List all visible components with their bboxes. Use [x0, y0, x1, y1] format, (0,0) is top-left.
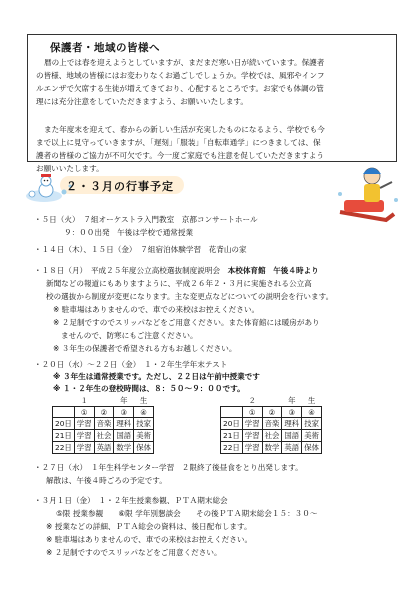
- table-cell: [221, 407, 243, 418]
- table-cell: 20日: [53, 418, 75, 430]
- table-cell: 学習: [74, 442, 94, 454]
- table-cell: 国語: [282, 430, 302, 442]
- table-header-cell: 年: [120, 396, 128, 405]
- table-cell: 英語: [94, 442, 114, 454]
- table-cell: ④: [134, 407, 154, 418]
- event-note: ※ 駐車場はありませんので、車での来校はお控えください。: [53, 305, 260, 314]
- table-cell: 学習: [242, 442, 262, 454]
- table-row: [53, 442, 154, 454]
- notice-title: 保護者・地域の皆様へ: [50, 42, 160, 54]
- table-cell: 21日: [53, 430, 75, 442]
- event-note: ※ 授業などの詳細、ＰＴＡ総会の資料は、後日配布します。: [46, 522, 252, 531]
- table-cell: [53, 407, 75, 418]
- text-line: 暦の上では春を迎えようとしていますが、まだまだ寒い日が続いています。保護者: [44, 58, 325, 67]
- text-line: お願いいたします。: [36, 164, 104, 173]
- event-note: ※ ２足制ですのでスリッパなどをご用意ください。また体育館には暖房があり: [53, 318, 320, 327]
- event-line: 校の選抜から制度が変更になります。主な変更点などについての説明会を行います。: [46, 292, 334, 301]
- table-row: [221, 442, 322, 454]
- table-cell: ④: [302, 407, 322, 418]
- table-cell: 20日: [221, 418, 243, 430]
- event-bold-text: 本校体育館 午後４時より: [227, 266, 319, 275]
- event-line: ・５日（火） ７組オーケストラ入門教室 京都コンサートホール: [34, 215, 258, 224]
- notice-paragraph-1: [36, 56, 390, 108]
- table-header-cell: 生: [139, 396, 148, 405]
- table-cell: ①: [74, 407, 94, 418]
- table-cell: 技家: [134, 418, 154, 430]
- table-row: [221, 430, 322, 442]
- event-line: ⑤限 授業参観 ⑥限 学年別懇談会 その後ＰＴＡ期末総会１５：３０～: [56, 509, 318, 518]
- event-note: ませんので、防寒にもご注意ください。: [61, 331, 198, 340]
- table-cell: 美術: [302, 430, 322, 442]
- event-line: 解散は、午後４時ごろの予定です。: [46, 476, 167, 485]
- table-cell: 英語: [282, 442, 302, 454]
- event-note: ※ ３年生の保護者で希望される方もお越しください。: [53, 344, 237, 353]
- table-cell: ①: [242, 407, 262, 418]
- text-line: 護者の皆様のご協力が不可欠です。今一度ご家庭でも注意を促していただきますよう: [36, 151, 324, 160]
- section-title: ２・３月の行事予定: [66, 180, 174, 193]
- table-cell: 22日: [53, 442, 75, 454]
- table-header-cell: [53, 395, 75, 407]
- table-header-cell: [262, 395, 282, 407]
- table-header-cell: １: [80, 396, 88, 405]
- table-cell: 音楽: [262, 418, 282, 430]
- text-line: の皆様、地域の皆様にはお変わりなくお過ごしでしょうか。学校では、風邪やインフ: [36, 71, 325, 80]
- table-cell: 保体: [134, 442, 154, 454]
- table-cell: 社会: [262, 430, 282, 442]
- timetable-grade-2: [220, 395, 322, 454]
- table-cell: 社会: [94, 430, 114, 442]
- table-cell: 音楽: [94, 418, 114, 430]
- table-cell: 学習: [74, 418, 94, 430]
- table-cell: 数学: [262, 442, 282, 454]
- table-header-cell: [221, 395, 243, 407]
- table-cell: ③: [282, 407, 302, 418]
- table-cell: 22日: [221, 442, 243, 454]
- event-line: ・３月１日（金） １・２年生授業参観、ＰＴＡ期末総会: [34, 496, 228, 505]
- table-header-cell: [94, 395, 114, 407]
- table-cell: 美術: [134, 430, 154, 442]
- table-row: [53, 418, 154, 430]
- table-cell: 保体: [302, 442, 322, 454]
- child-sled-icon: [334, 164, 404, 226]
- table-cell: ②: [94, 407, 114, 418]
- text-line: 理には充分注意をしていただきますよう、お願いいたします。: [36, 97, 249, 106]
- table-cell: 理科: [282, 418, 302, 430]
- text-line: まで以上に見守っていきますが、「遅刻」「服装」「自転車通学」につきましては、保: [36, 138, 321, 147]
- event-text: ・１８日（月） 平成２５年度公立高校選抜制度説明会: [34, 266, 228, 275]
- event-line: ９：００出発 午後は学校で通常授業: [64, 228, 194, 237]
- event-line: 新聞などの報道にもありますように、平成２６年２・３月に実施される公立高: [46, 279, 312, 288]
- table-header-cell: 生: [307, 396, 316, 405]
- table-cell: ③: [114, 407, 134, 418]
- timetable-grade-1: [52, 395, 154, 454]
- text-line: ルエンザで欠席する生徒が増えてきており、心配するところです。お家でも体調の管: [36, 84, 324, 93]
- table-cell: 21日: [221, 430, 243, 442]
- table-row: [53, 407, 154, 418]
- notice-box: [27, 34, 397, 173]
- table-header-cell: ２: [248, 396, 256, 405]
- table-cell: 理科: [114, 418, 134, 430]
- table-cell: 学習: [74, 430, 94, 442]
- event-note: ※ ２足制ですのでスリッパなどをご用意ください。: [46, 548, 222, 557]
- event-note-bold: ※ ３年生は通常授業です。ただし、２２日は午前中授業です: [53, 372, 260, 381]
- table-cell: 学習: [242, 430, 262, 442]
- text-line: また年度末を迎えて、春からの新しい生活が充実したものになるよう、学校でも今: [44, 125, 325, 134]
- table-row: [221, 418, 322, 430]
- event-line: ・１４日（木）、１５日（金） ７組宿泊体験学習 花背山の家: [34, 245, 247, 254]
- event-line: ・２０日（水）～２２日（金） １・２年生学年末テスト: [34, 360, 228, 369]
- table-cell: 学習: [242, 418, 262, 430]
- table-cell: 国語: [114, 430, 134, 442]
- table-row: [221, 407, 322, 418]
- event-note: ※ 駐車場はありませんので、車での来校はお控えください。: [46, 535, 253, 544]
- event-note-bold: ※ １・２年生の登校時間は、８：５０～９：００です。: [53, 384, 245, 393]
- table-row: [53, 430, 154, 442]
- table-cell: ②: [262, 407, 282, 418]
- event-line: [34, 264, 319, 277]
- table-cell: 数学: [114, 442, 134, 454]
- event-line: ・２７日（水） １年生科学センター学習 ２限終了後昼食をとり出発します。: [34, 463, 303, 472]
- table-cell: 技家: [302, 418, 322, 430]
- table-header-cell: 年: [288, 396, 296, 405]
